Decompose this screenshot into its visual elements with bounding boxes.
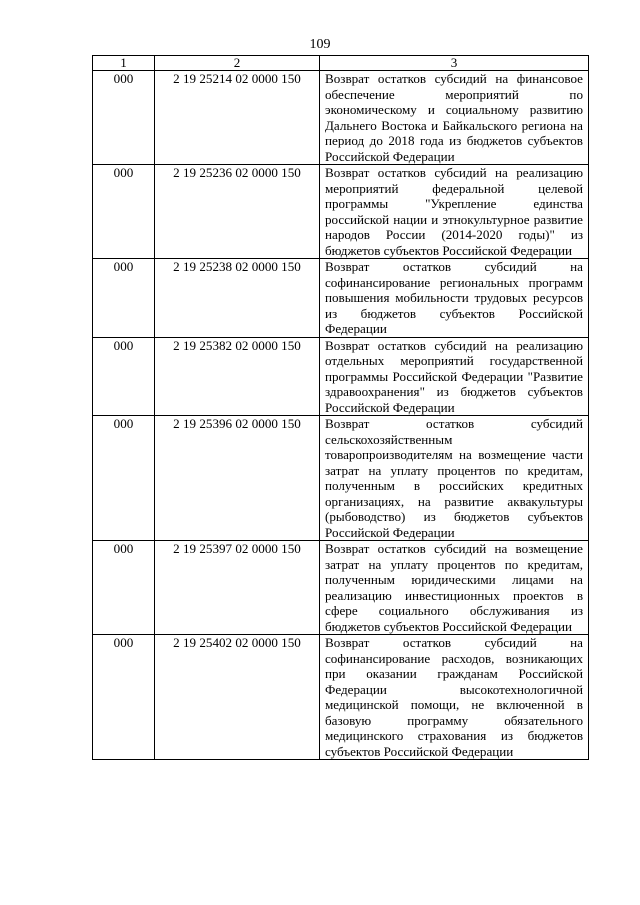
budget-code-cell: 2 19 25397 02 0000 150 — [155, 541, 320, 635]
budget-code-cell: 2 19 25402 02 0000 150 — [155, 635, 320, 760]
column-header-1: 1 — [93, 56, 155, 71]
budget-code-cell: 2 19 25382 02 0000 150 — [155, 337, 320, 416]
table-row — [93, 337, 589, 416]
description-cell: Возврат остатков субсидий на софинансирование расходов, возникающих при оказании гражданам Российской Федерации высокотехнологичной медицинской помощи, не включенной в базовую программу обязательного медицинского страхования из бюджетов субъектов Российской Федерации — [320, 635, 589, 760]
table-row — [93, 635, 589, 760]
admin-code-cell: 000 — [93, 337, 155, 416]
admin-code-cell: 000 — [93, 541, 155, 635]
admin-code-cell: 000 — [93, 165, 155, 259]
description-cell: Возврат остатков субсидий на реализацию отдельных мероприятий государственной программы Российской Федерации "Развитие здравоохранения" из бюджетов субъектов Российской Федерации — [320, 337, 589, 416]
column-header-2: 2 — [155, 56, 320, 71]
description-cell: Возврат остатков субсидий сельскохозяйственным товаропроизводителям на возмещение части затрат на уплату процентов по кредитам, полученным в российских кредитных организациях, на развитие аквакультуры (рыбоводство) из бюджетов субъектов Российской Федерации — [320, 416, 589, 541]
budget-classification-table — [92, 55, 589, 760]
admin-code-cell: 000 — [93, 416, 155, 541]
table-row — [93, 71, 589, 165]
table-row — [93, 541, 589, 635]
table-row — [93, 416, 589, 541]
page-number: 109 — [309, 37, 331, 52]
description-cell: Возврат остатков субсидий на финансовое обеспечение мероприятий по экономическому и социальному развитию Дальнего Востока и Байкальского региона на период до 2018 года из бюджетов субъектов Российской Федерации — [320, 71, 589, 165]
budget-code-cell: 2 19 25396 02 0000 150 — [155, 416, 320, 541]
column-header-3: 3 — [320, 56, 589, 71]
budget-code-cell: 2 19 25238 02 0000 150 — [155, 259, 320, 338]
description-cell: Возврат остатков субсидий на софинансирование региональных программ повышения мобильности трудовых ресурсов из бюджетов субъектов Российской Федерации — [320, 259, 589, 338]
budget-code-cell: 2 19 25236 02 0000 150 — [155, 165, 320, 259]
table-row — [93, 165, 589, 259]
description-cell: Возврат остатков субсидий на возмещение затрат на уплату процентов по кредитам, полученным юридическими лицами на реализацию инвестиционных проектов в сфере социального обслуживания из бюджетов субъектов Российской Федерации — [320, 541, 589, 635]
description-cell: Возврат остатков субсидий на реализацию мероприятий федеральной целевой программы "Укрепление единства российской нации и этнокультурное развитие народов России (2014-2020 годы)" из бюджетов субъектов Российской Федерации — [320, 165, 589, 259]
admin-code-cell: 000 — [93, 635, 155, 760]
budget-code-cell: 2 19 25214 02 0000 150 — [155, 71, 320, 165]
table-header-row — [93, 56, 589, 71]
admin-code-cell: 000 — [93, 71, 155, 165]
admin-code-cell: 000 — [93, 259, 155, 338]
table-row — [93, 259, 589, 338]
